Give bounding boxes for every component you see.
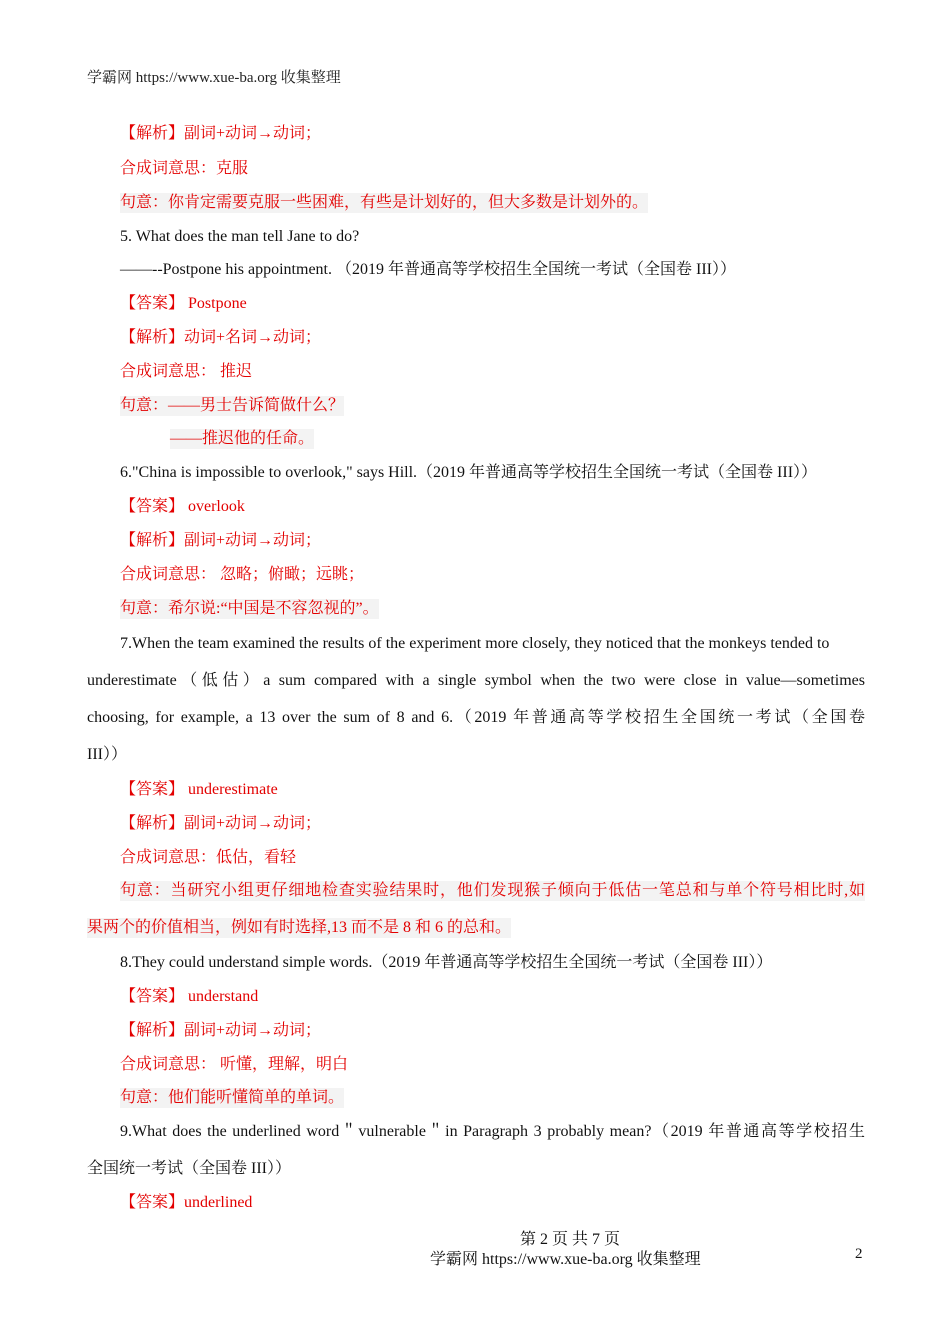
answer-line: 【答案】 underestimate [120, 781, 278, 798]
analysis-line: 【解析】副词+动词→动词； [120, 532, 322, 549]
meaning-line: 合成词意思：低估，看轻 [120, 849, 297, 866]
question-8: 8.They could understand simple words.（2019 年普通高等学校招生全国统一考试（全国卷 III）） [120, 954, 773, 971]
sentence-meaning: 句意：当研究小组更仔细地检查实验结果时，他们发现猴子倾向于低估一笔总和与单个符号相比时,如 [120, 882, 865, 899]
sentence-meaning-cont: 果两个的价值相当，例如有时选择,13 而不是 8 和 6 的总和。 [87, 919, 512, 936]
answer-line: 【答案】 understand [120, 988, 259, 1005]
question-9-cont: 全国统一考试（全国卷 III）） [87, 1160, 291, 1177]
sentence-meaning-cont: ——推迟他的任命。 [170, 430, 315, 447]
question-7: 7.When the team examined the results of the experiment more closely, they noticed that the monkeys tended to [120, 635, 830, 652]
analysis-line: 【解析】副词+动词→动词； [120, 125, 322, 142]
meaning-line: 合成词意思： 听懂，理解，明白 [120, 1056, 349, 1073]
sentence-meaning: 句意：你肯定需要克服一些困难，有些是计划好的，但大多数是计划外的。 [120, 194, 649, 211]
question-7-cont: III）） [87, 746, 127, 763]
page-header: 学霸网 https://www.xue-ba.org 收集整理 [87, 70, 341, 86]
question-7-cont: underestimate（低估）a sum compared with a single symbol when the two were close in value—sometimes [87, 672, 865, 689]
question-7-cont: choosing, for example, a 13 over the sum of 8 and 6.（2019 年普通高等学校招生全国统一考试（全国卷 [87, 709, 865, 726]
analysis-line: 【解析】副词+动词→动词； [120, 1022, 322, 1039]
analysis-line: 【解析】副词+动词→动词； [120, 815, 322, 832]
page-footer: 学霸网 https://www.xue-ba.org 收集整理 [430, 1251, 701, 1268]
question-9: 9.What does the underlined word＂vulnerable＂in Paragraph 3 probably mean?（2019 年普通高等学校招生 [120, 1123, 865, 1140]
question-5-text: ——--Postpone his appointment. （2019 年普通高等学校招生全国统一考试（全国卷 III）） [120, 261, 736, 278]
meaning-line: 合成词意思： 推迟 [120, 363, 253, 380]
sentence-meaning: 句意：——男士告诉简做什么？ [120, 397, 345, 414]
question-5: 5. What does the man tell Jane to do? [120, 228, 360, 245]
answer-line: 【答案】underlined [120, 1194, 253, 1211]
sentence-meaning: 句意：希尔说:“中国是不容忽视的”。 [120, 600, 379, 617]
page-indicator: 第 2 页 共 7 页 [520, 1231, 621, 1248]
analysis-line: 【解析】动词+名词→动词； [120, 329, 322, 346]
meaning-line: 合成词意思：克服 [120, 160, 249, 177]
question-6: 6."China is impossible to overlook," says Hill.（2019 年普通高等学校招生全国统一考试（全国卷 III）） [120, 464, 818, 481]
sentence-meaning: 句意：他们能听懂简单的单词。 [120, 1089, 345, 1106]
page-number: 2 [855, 1246, 863, 1262]
answer-line: 【答案】 Postpone [120, 295, 247, 312]
answer-line: 【答案】 overlook [120, 498, 245, 515]
meaning-line: 合成词意思： 忽略；俯瞰；远眺； [120, 566, 365, 583]
